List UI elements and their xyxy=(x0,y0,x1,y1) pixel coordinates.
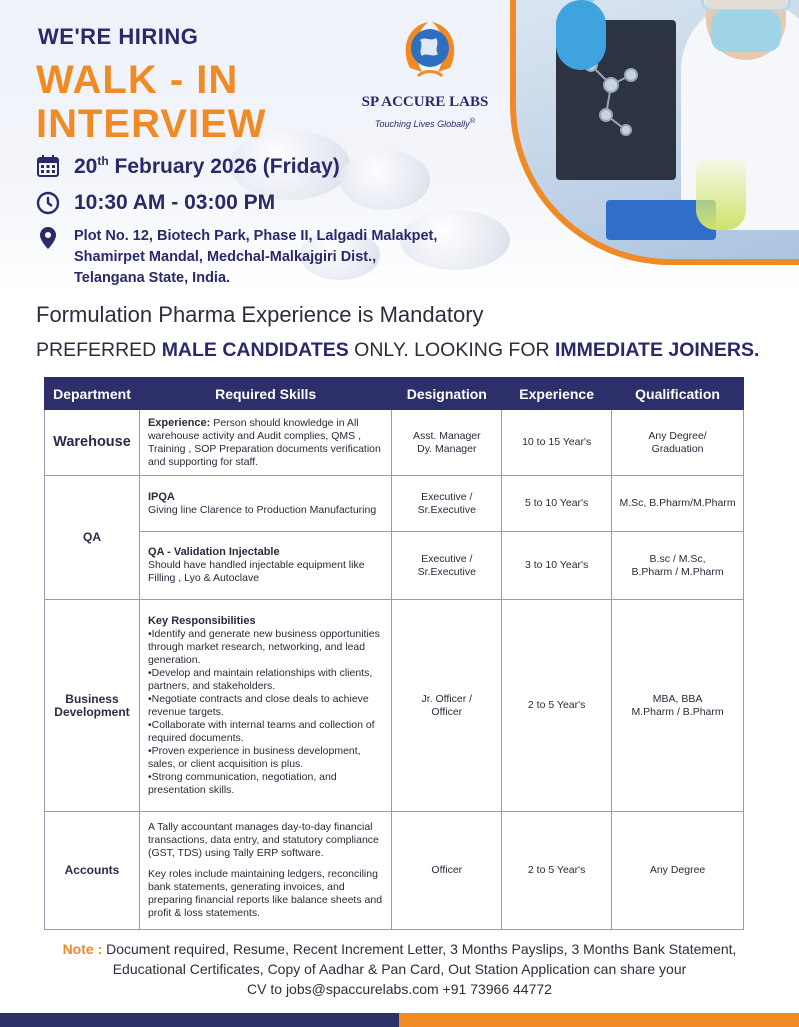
designation-warehouse xyxy=(392,410,502,476)
designation-line: Officer xyxy=(431,705,463,718)
pref-text-1: PREFERRED xyxy=(36,339,162,361)
skills-ipqa xyxy=(139,476,391,532)
globe-icon xyxy=(400,18,460,82)
dept-warehouse: Warehouse xyxy=(45,410,140,476)
qualification-qa-validation xyxy=(612,532,744,600)
event-time: 10:30 AM - 03:00 PM xyxy=(74,191,276,214)
footer-color-bar xyxy=(0,1013,799,1027)
responsibility-item: •Strong communication, negotiation, and presentation skills. xyxy=(147,770,337,796)
skills-business-development xyxy=(139,600,391,812)
pref-male-candidates: MALE CANDIDATES xyxy=(161,339,349,361)
note-line-1 xyxy=(20,939,779,959)
footer-bar-orange xyxy=(399,1013,799,1027)
designation-qa-validation xyxy=(392,532,502,600)
designation-line: Sr.Executive xyxy=(417,503,476,516)
note-label: Note : xyxy=(62,941,103,957)
qualification-warehouse xyxy=(612,410,744,476)
note-line-3: CV to jobs@spaccurelabs.com +91 73966 44772 xyxy=(247,981,552,997)
designation-business-development xyxy=(392,600,502,812)
skills-accounts xyxy=(139,812,391,930)
header-required-skills: Required Skills xyxy=(139,378,391,410)
hiring-heading: WE'RE HIRING xyxy=(38,24,199,49)
skills-qa-validation xyxy=(139,532,391,600)
ipqa-title: IPQA xyxy=(147,490,175,503)
responsibility-item: •Develop and maintain relationships with clients, partners, and stakeholders. xyxy=(147,666,373,692)
preferred-requirement xyxy=(36,339,759,362)
experience-warehouse: 10 to 15 Year's xyxy=(502,410,612,476)
skills-warehouse xyxy=(139,410,391,476)
responsibility-item: •Identify and generate new business opportunities through market research, networking, and lead generation. xyxy=(147,627,380,666)
experience-qa-validation: 3 to 10 Year's xyxy=(502,532,612,600)
company-tagline xyxy=(350,116,500,129)
qualification-line: MBA, BBA xyxy=(652,692,703,705)
responsibility-item: •Collaborate with internal teams and collection of required documents. xyxy=(147,718,375,744)
header-experience: Experience xyxy=(502,378,612,410)
qualification-ipqa: M.Sc, B.Pharm/M.Pharm xyxy=(612,476,744,532)
designation-line: Executive / xyxy=(421,490,473,503)
qualification-line: M.Pharm / B.Pharm xyxy=(631,705,724,718)
tagline-text: Touching Lives Globally xyxy=(374,119,470,129)
flask-shape xyxy=(696,160,746,230)
designation-line: Asst. Manager xyxy=(412,429,481,442)
ipqa-text: Giving line Clarence to Production Manufacturing xyxy=(147,503,377,516)
table-row xyxy=(45,812,744,930)
application-note xyxy=(20,939,779,999)
qualification-accounts: Any Degree xyxy=(612,812,744,930)
table-row xyxy=(45,600,744,812)
date-day: 20 xyxy=(74,155,98,178)
face-mask-shape xyxy=(711,10,781,52)
experience-ipqa: 5 to 10 Year's xyxy=(502,476,612,532)
responsibility-item: •Negotiate contracts and close deals to achieve revenue targets. xyxy=(147,692,369,718)
accounts-skill-text: Key roles include maintaining ledgers, reconciling bank statements, generating invoices, and preparing financial reports like balance sheets and profit & loss statements. xyxy=(147,868,383,919)
date-rest: February 2026 (Friday) xyxy=(114,155,340,178)
job-openings-table xyxy=(44,377,744,930)
mandatory-requirement: Formulation Pharma Experience is Mandatory xyxy=(36,302,484,327)
date-suffix: th xyxy=(97,154,109,168)
qualification-line: B.Pharm / M.Pharm xyxy=(631,565,724,578)
glove-shape xyxy=(556,0,606,70)
designation-ipqa xyxy=(392,476,502,532)
dept-line: Development xyxy=(54,704,130,719)
key-responsibilities-title: Key Responsibilities xyxy=(147,614,256,627)
time-row xyxy=(36,191,275,215)
walkin-title xyxy=(36,58,267,146)
event-address xyxy=(74,226,474,289)
date-row xyxy=(36,154,340,179)
validation-title: QA - Validation Injectable xyxy=(147,546,280,558)
event-date xyxy=(74,154,340,179)
clock-icon xyxy=(36,191,60,215)
dept-qa: QA xyxy=(45,476,140,600)
pref-text-2: ONLY. LOOKING FOR xyxy=(348,339,555,361)
company-logo xyxy=(350,18,500,138)
experience-business-development: 2 to 5 Year's xyxy=(502,600,612,812)
table-row xyxy=(45,410,744,476)
dept-accounts: Accounts xyxy=(45,812,140,930)
qualification-business-development xyxy=(612,600,744,812)
calendar-icon xyxy=(36,154,60,178)
responsibility-item: •Proven experience in business development, sales, or client acquisition is plus. xyxy=(147,744,361,770)
skills-label: Experience: xyxy=(147,416,211,429)
table-row xyxy=(45,532,744,600)
address-line-1: Plot No. 12, Biotech Park, Phase II, Lalgadi Malakpet, xyxy=(74,228,438,244)
validation-text: Should have handled injectable equipment like Filling , Lyo & Autoclave xyxy=(147,559,365,584)
dept-line: Business xyxy=(65,691,119,706)
designation-line: Jr. Officer / xyxy=(421,692,473,705)
designation-accounts: Officer xyxy=(392,812,502,930)
designation-line: Dy. Manager xyxy=(417,442,477,455)
experience-accounts: 2 to 5 Year's xyxy=(502,812,612,930)
designation-line: Sr.Executive xyxy=(417,565,476,578)
designation-line: Executive / xyxy=(421,552,473,565)
qualification-line: Graduation xyxy=(651,442,704,455)
address-line-2: Shamirpet Mandal, Medchal-Malkajgiri Dist., xyxy=(74,249,377,265)
header-designation: Designation xyxy=(392,378,502,410)
table-header-row xyxy=(45,378,744,410)
accounts-skill-text: A Tally accountant manages day-to-day financial transactions, data entry, and statutory compliance (GST, TDS) using Tally ERP software. xyxy=(147,821,379,859)
company-name: SP ACCURE LABS xyxy=(361,94,489,110)
note-text-1: Document required, Resume, Recent Increment Letter, 3 Months Payslips, 3 Months Bank Statement, xyxy=(102,941,737,957)
table-row xyxy=(45,476,744,532)
header-qualification: Qualification xyxy=(612,378,744,410)
header-department: Department xyxy=(45,378,140,410)
dept-business-development xyxy=(45,600,140,812)
walkin-line-1: WALK - IN xyxy=(36,58,239,102)
address-line-3: Telangana State, India. xyxy=(74,270,231,286)
trademark-symbol: ® xyxy=(469,116,476,125)
qualification-line: Any Degree/ xyxy=(648,429,707,442)
note-line-2: Educational Certificates, Copy of Aadhar & Pan Card, Out Station Application can share your xyxy=(112,961,687,977)
decorative-pill xyxy=(340,150,430,210)
qualification-line: B.sc / M.Sc, xyxy=(649,552,706,565)
location-pin-icon xyxy=(36,226,60,250)
footer-bar-navy xyxy=(0,1013,399,1027)
address-row xyxy=(36,226,474,289)
pref-immediate-joiners: IMMEDIATE JOINERS. xyxy=(555,339,760,361)
skills-text: Person should knowledge in All warehouse activity and Audit complies, QMS , Training , SOP Preparation documents verification and supporting for staff. xyxy=(147,416,381,468)
walkin-line-2: INTERVIEW xyxy=(36,102,267,146)
